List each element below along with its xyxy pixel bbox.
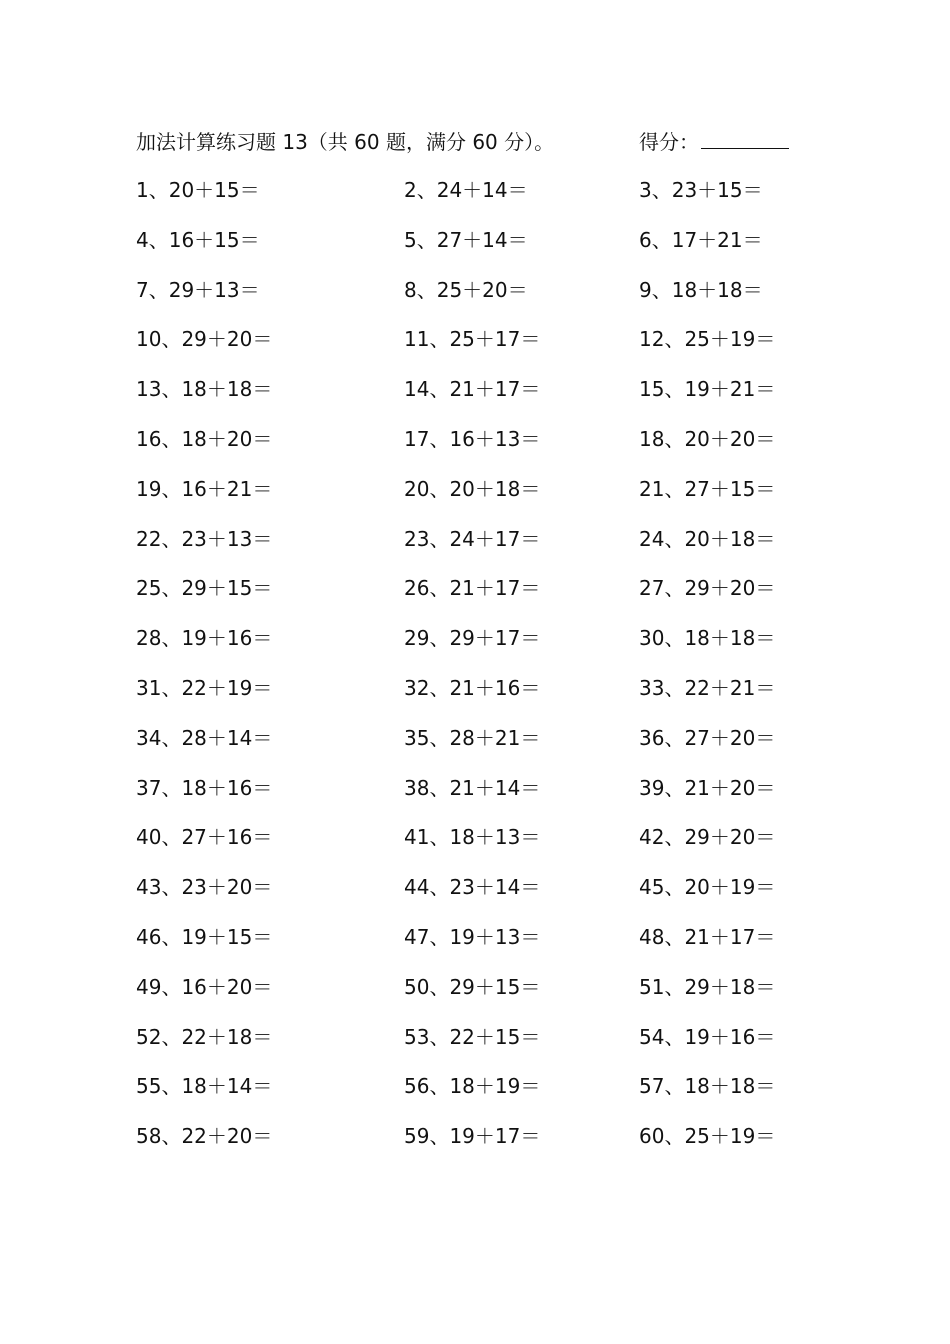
problem-item: 54、19＋16＝: [639, 1024, 776, 1049]
problem-item: 34、28＋14＝: [136, 725, 273, 750]
problem-item: 12、25＋19＝: [639, 327, 776, 352]
problem-item: 14、21＋17＝: [404, 377, 541, 402]
problem-item: 17、16＋13＝: [404, 427, 541, 451]
problem-item: 41、18＋13＝: [404, 825, 541, 850]
problem-item: 9、18＋18＝: [639, 277, 763, 302]
problem-item: 24、20＋18＝: [639, 526, 776, 551]
problem-item: 15、19＋21＝: [639, 377, 776, 402]
problem-item: 27、29＋20＝: [639, 576, 776, 601]
problem-item: 4、16＋15＝: [136, 227, 260, 252]
problem-item: 58、22＋20＝: [136, 1124, 273, 1149]
score-blank-line[interactable]: [701, 126, 789, 149]
problem-item: 28、19＋16＝: [136, 626, 273, 651]
problem-item: 20、20＋18＝: [404, 476, 541, 501]
problem-item: 2、24＋14＝: [404, 178, 528, 202]
score-field: [639, 126, 789, 158]
problem-item: 45、20＋19＝: [639, 875, 776, 900]
problem-item: 6、17＋21＝: [639, 227, 763, 252]
problem-item: 60、25＋19＝: [639, 1124, 776, 1149]
problem-item: 16、18＋20＝: [136, 427, 273, 451]
problem-item: 33、22＋21＝: [639, 676, 776, 700]
problem-item: 30、18＋18＝: [639, 626, 776, 651]
problem-item: 5、27＋14＝: [404, 227, 528, 252]
problem-item: 52、22＋18＝: [136, 1024, 273, 1049]
problem-item: 40、27＋16＝: [136, 825, 273, 850]
problem-item: 21、27＋15＝: [639, 476, 776, 501]
problem-item: 59、19＋17＝: [404, 1124, 541, 1149]
worksheet-title: 加法计算练习题 13（共 60 题，满分 60 分）。: [136, 130, 555, 154]
problem-item: 13、18＋18＝: [136, 377, 273, 402]
score-label: 得分：: [639, 130, 699, 154]
problem-item: 7、29＋13＝: [136, 277, 260, 302]
problem-item: 50、29＋15＝: [404, 974, 541, 999]
problem-item: 11、25＋17＝: [404, 327, 541, 352]
problem-item: 38、21＋14＝: [404, 775, 541, 800]
problem-item: 39、21＋20＝: [639, 775, 776, 800]
problem-item: 10、29＋20＝: [136, 327, 273, 352]
problem-item: 48、21＋17＝: [639, 925, 776, 949]
worksheet-header: [136, 126, 816, 158]
problem-item: 25、29＋15＝: [136, 576, 273, 601]
problem-item: 26、21＋17＝: [404, 576, 541, 601]
problem-item: 53、22＋15＝: [404, 1024, 541, 1049]
problem-item: 29、29＋17＝: [404, 626, 541, 651]
problem-item: 8、25＋20＝: [404, 277, 528, 302]
problem-item: 44、23＋14＝: [404, 875, 541, 900]
problem-item: 32、21＋16＝: [404, 676, 541, 700]
problem-item: 49、16＋20＝: [136, 974, 273, 999]
problem-item: 18、20＋20＝: [639, 427, 776, 451]
problem-item: 56、18＋19＝: [404, 1074, 541, 1099]
problem-item: 43、23＋20＝: [136, 875, 273, 900]
problem-item: 23、24＋17＝: [404, 526, 541, 551]
problem-item: 55、18＋14＝: [136, 1074, 273, 1099]
problem-item: 36、27＋20＝: [639, 725, 776, 750]
problem-item: 57、18＋18＝: [639, 1074, 776, 1099]
problem-item: 35、28＋21＝: [404, 725, 541, 750]
problem-item: 46、19＋15＝: [136, 925, 273, 949]
problem-item: 31、22＋19＝: [136, 676, 273, 700]
problem-item: 37、18＋16＝: [136, 775, 273, 800]
problem-item: 3、23＋15＝: [639, 178, 763, 202]
problem-item: 42、29＋20＝: [639, 825, 776, 850]
problem-item: 47、19＋13＝: [404, 925, 541, 949]
problem-item: 51、29＋18＝: [639, 974, 776, 999]
problem-item: 1、20＋15＝: [136, 178, 260, 202]
problem-item: 19、16＋21＝: [136, 476, 273, 501]
problem-item: 22、23＋13＝: [136, 526, 273, 551]
